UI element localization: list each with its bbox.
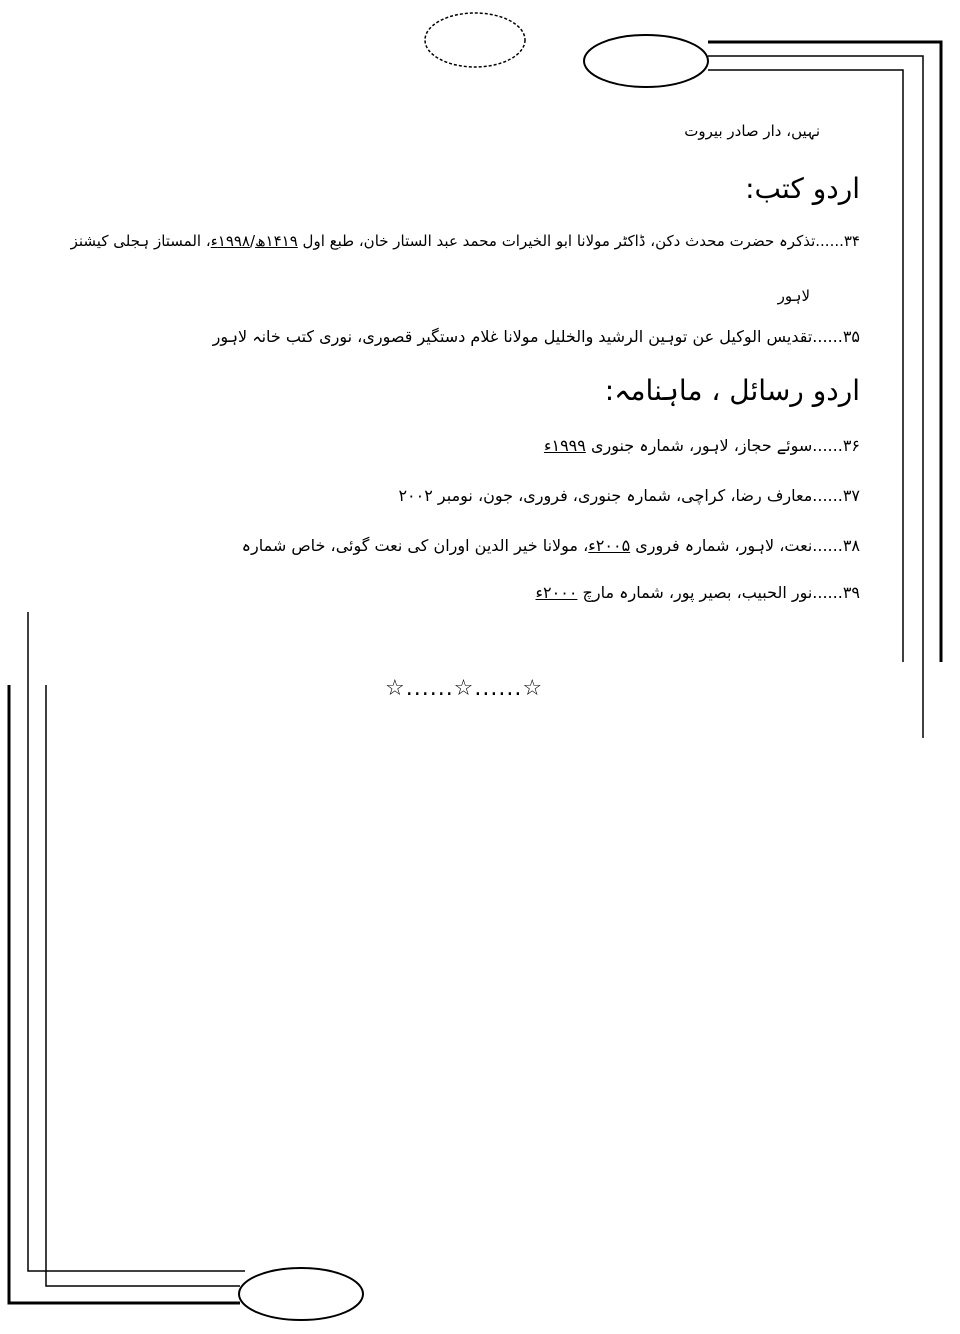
entry-number: ۳۹ xyxy=(842,583,860,602)
bottom-oval xyxy=(239,1268,363,1320)
section-heading-urdu-books: اردو کتب: xyxy=(745,172,860,205)
entry-37 xyxy=(398,486,860,505)
continued-reference-line: نہیں، دار صادر بیروت xyxy=(684,122,820,140)
entry-year: ۲۰۰۰ء xyxy=(535,583,578,602)
entry-number: ۳۷ xyxy=(842,486,860,505)
entry-34 xyxy=(71,232,860,250)
entry-number: ۳۵ xyxy=(842,327,860,346)
entry-39 xyxy=(536,583,860,602)
entry-year: ۱۹۹۹ء xyxy=(543,436,586,455)
section-heading-urdu-journals: اردو رسائل ، ماہنامہ: xyxy=(604,374,860,407)
entry-text: ......تقدیس الوکیل عن توہین الرشید والخلیل مولانا غلام دستگیر قصوری، نوری کتب خانہ لاہور xyxy=(212,327,843,346)
entry-year-hijri: ۱۴۱۹ھ xyxy=(255,232,298,250)
entry-text: ......سوئے حجاز، لاہور، شمارہ جنوری xyxy=(585,436,843,455)
entry-text: ......تذکرہ حضرت محدث دکن، ڈاکٹر مولانا ابو الخیرات محمد عبد الستار خان، طبع اول xyxy=(297,232,844,250)
entry-text: ......معارف رضا، کراچی، شمارہ جنوری، فروری، جون، نومبر ۲۰۰۲ xyxy=(398,486,843,505)
entry-text: ......نور الحبیب، بصیر پور، شمارہ مارچ xyxy=(577,583,843,602)
entry-text-end: ، مولانا خیر الدین اوران کی نعت گوئی، خاص شمارہ xyxy=(241,536,589,555)
entry-36 xyxy=(544,436,860,455)
entry-number: ۳۶ xyxy=(842,436,860,455)
entry-year: ۲۰۰۵ء xyxy=(588,536,631,555)
top-right-oval xyxy=(584,35,708,87)
entry-35 xyxy=(213,327,860,346)
star-divider: ☆......☆......☆ xyxy=(385,676,544,701)
entry-34-continuation: لاہور xyxy=(777,287,810,305)
entry-number: ۳۴ xyxy=(843,232,860,250)
entry-number: ۳۸ xyxy=(842,536,860,555)
bottom-left-frame-lines xyxy=(9,612,245,1303)
entry-year-gregorian: ۱۹۹۸ء xyxy=(210,232,250,250)
entry-38 xyxy=(242,536,860,555)
top-dashed-ornament xyxy=(425,13,525,67)
entry-text-end: ، المستاز ہجلی کیشنز xyxy=(70,232,211,250)
entry-separator: / xyxy=(250,232,256,250)
entry-text: ......نعت، لاہور، شمارہ فروری xyxy=(630,536,843,555)
